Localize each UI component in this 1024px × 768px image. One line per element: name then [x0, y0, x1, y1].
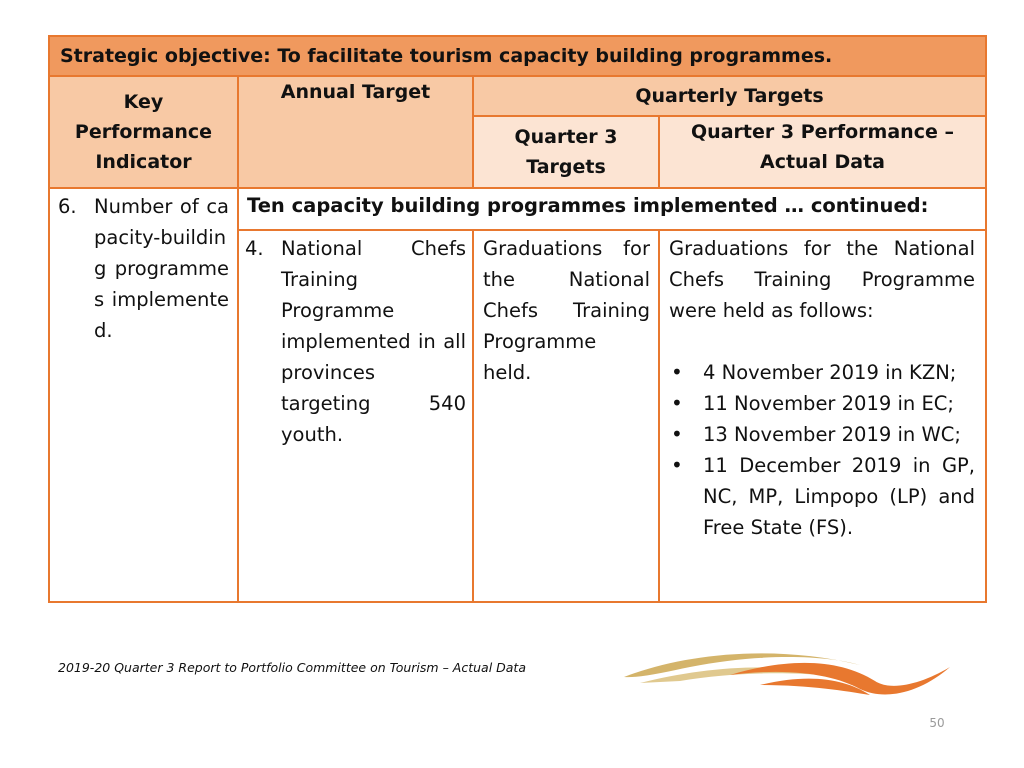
header-row-1: [49, 76, 986, 116]
annual-target-header: Annual Target: [280, 81, 431, 103]
bullet-icon: •: [671, 391, 683, 415]
annual-target-header-cell: [238, 76, 473, 188]
actual-bullet: • 11 December 2019 in GP, NC, MP, Limpopo (LP) and Free State (FS).: [669, 450, 975, 543]
footer-note: 2019-20 Quarter 3 Report to Portfolio Committee on Tourism – Actual Data: [58, 660, 526, 675]
subheading: Ten capacity building programmes implemented … continued:: [247, 194, 929, 217]
strategic-objective: Strategic objective: To facilitate tourism capacity building programmes.: [60, 45, 833, 67]
q3-actual-cell: [659, 230, 986, 602]
actual-bullet-list: [669, 357, 975, 543]
indicator-number: 6.: [58, 195, 77, 218]
subheading-cell: [238, 188, 986, 230]
q3-targets-header: Quarter 3 Targets: [514, 126, 618, 178]
annual-target-cell: [238, 230, 473, 602]
annual-target-number: 4.: [245, 237, 264, 260]
quarterly-targets-header: Quarterly Targets: [635, 85, 824, 107]
q3-target-text: Graduations for the National Chefs Training Programme held.: [483, 237, 650, 384]
indicator-cell: [49, 188, 238, 602]
actual-bullet: • 13 November 2019 in WC;: [669, 419, 975, 450]
annual-target-text: National Chefs Training Programme implemented in all provinces targeting 540 youth.: [281, 237, 466, 446]
actual-intro: Graduations for the National Chefs Training Programme were held as follows:: [669, 237, 976, 322]
performance-table: [48, 35, 987, 603]
q3-targets-header-cell: [473, 116, 659, 188]
bullet-icon: •: [671, 360, 683, 384]
actual-bullet: • 4 November 2019 in KZN;: [669, 357, 975, 388]
tourism-logo-icon: [620, 645, 955, 705]
kpi-header-cell: [49, 76, 238, 188]
bullet-icon: •: [671, 422, 683, 446]
actual-bullet: • 11 November 2019 in EC;: [669, 388, 975, 419]
q3-actual-header-cell: [659, 116, 986, 188]
title-row: [49, 36, 986, 76]
bullet-icon: •: [671, 453, 683, 477]
indicator-text: Number of capacity-building programmes implemented.: [94, 195, 229, 342]
q3-target-cell: [473, 230, 659, 602]
quarterly-targets-header-cell: [473, 76, 986, 116]
kpi-header: Key Performance Indicator: [74, 91, 213, 173]
page-number: 50: [929, 716, 945, 730]
q3-actual-header: Quarter 3 Performance – Actual Data: [691, 121, 954, 173]
subheading-row: [49, 188, 986, 230]
strategic-objective-cell: [49, 36, 986, 76]
